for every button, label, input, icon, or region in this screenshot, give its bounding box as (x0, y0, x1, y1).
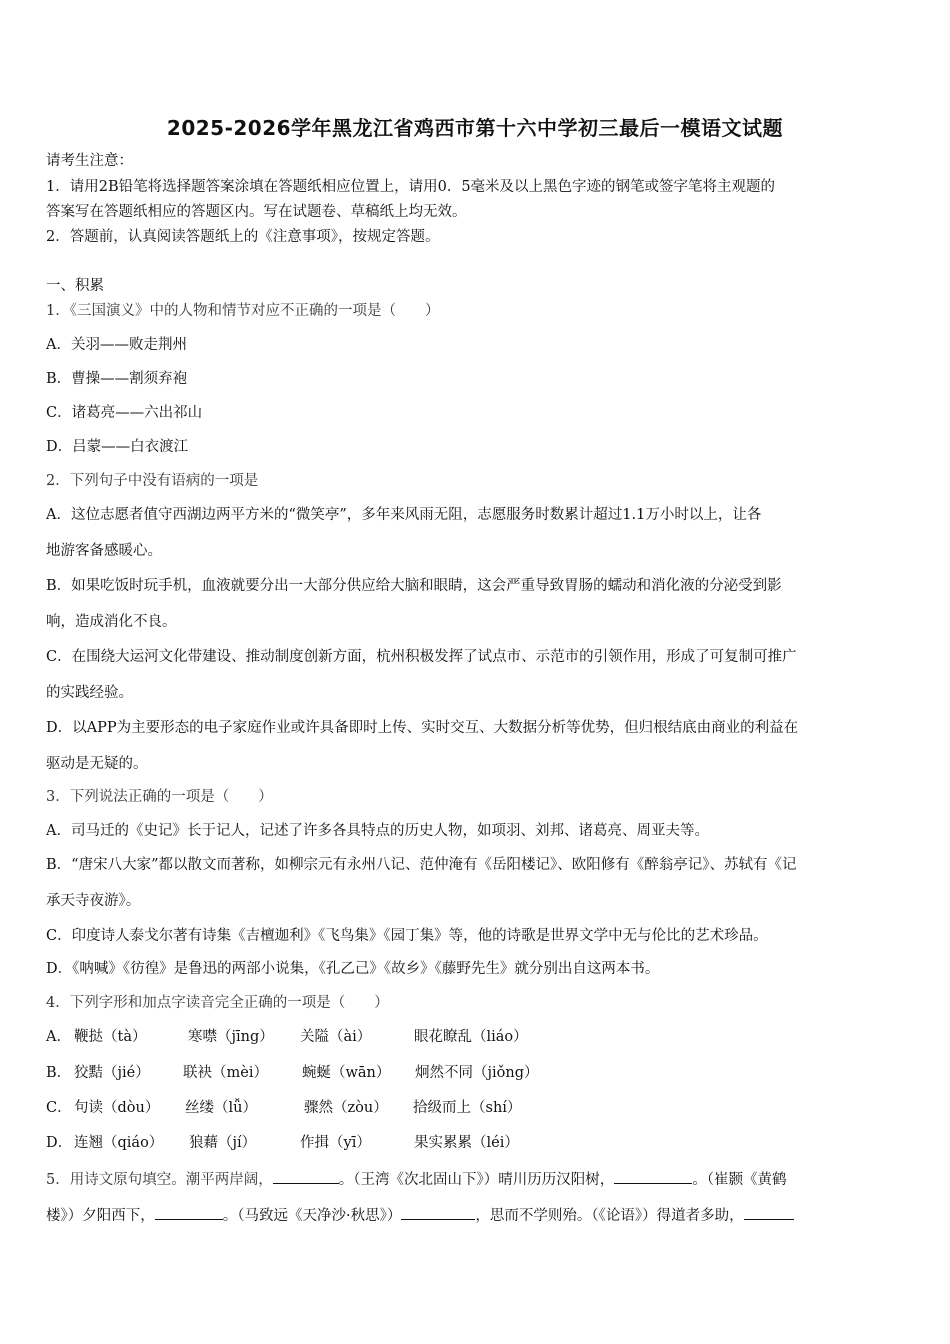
q4-option-letter: C． (46, 1100, 72, 1116)
q4-option-letter: A． (46, 1029, 71, 1045)
q3-option-d: D．《呐喊》《彷徨》是鲁迅的两部小说集，《孔乙己》《故乡》《藤野先生》就分别出自这两本书。 (46, 961, 660, 977)
q2-option-a-line1: A．这位志愿者值守西湖边两平方米的“微笑亭”，多年来风雨无阻，志愿服务时数累计超过1.1万小时以上，让各 (46, 507, 762, 523)
q1-option-d: D．吕蒙——白衣渡江 (46, 439, 189, 455)
answer-blank[interactable] (614, 1169, 692, 1184)
q4-word: 连翘（qiáo） (74, 1135, 164, 1151)
q4-word: 拾级而上（shí） (413, 1100, 522, 1116)
q4-word: 骤然（zòu） (304, 1100, 388, 1116)
q5-text: 。（马致远《天净沙·秋思》） (222, 1208, 402, 1224)
notice-heading: 请考生注意： (46, 153, 133, 169)
q4-word: 丝缕（lǚ） (185, 1100, 257, 1116)
q2-option-b-line1: B．如果吃饭时玩手机，血液就要分出一大部分供应给大脑和眼睛，这会严重导致胃肠的蠕动和消化液的分泌受到影 (46, 578, 782, 594)
q5-line2 (46, 1205, 908, 1226)
q3-option-b-line2: 承天寺夜游》。 (46, 893, 141, 909)
q4-word: 炯然不同（jiǒng） (415, 1065, 539, 1081)
page-title: 2025-2026学年黑龙江省鸡西市第十六中学初三最后一模语文试题 (166, 116, 784, 140)
q2-option-b-line2: 响，造成消化不良。 (46, 614, 177, 630)
q3-option-b-line1: B．“唐宋八大家”都以散文而著称，如柳宗元有永州八记、范仲淹有《岳阳楼记》、欧阳修有《醉翁亭记》、苏轼有《记 (46, 857, 797, 873)
q1-option-c: C．诸葛亮——六出祁山 (46, 405, 203, 421)
q5-line1 (46, 1169, 908, 1190)
q4-stem: 4．下列字形和加点字读音完全正确的一项是（ ） (46, 995, 389, 1011)
q3-stem: 3．下列说法正确的一项是（ ） (46, 789, 273, 805)
notice-line-1: 1．请用2B铅笔将选择题答案涂填在答题纸相应位置上，请用0．5毫米及以上黑色字迹的钢笔或签字笔将主观题的 (46, 179, 776, 195)
q4-word: 鞭挞（tà） (74, 1029, 147, 1045)
q4-option-letter: D． (46, 1135, 73, 1151)
answer-blank[interactable] (401, 1205, 475, 1220)
answer-blank[interactable] (155, 1205, 223, 1220)
q4-option-b (46, 1063, 908, 1083)
q4-word: 联袂（mèi） (183, 1065, 268, 1081)
q4-word: 狼藉（jí） (189, 1135, 257, 1151)
q2-option-c-line2: 的实践经验。 (46, 685, 133, 701)
q1-option-a: A．关羽——败走荆州 (46, 337, 187, 353)
q3-option-a: A．司马迁的《史记》长于记人，记述了许多各具特点的历史人物，如项羽、刘邦、诸葛亮、周亚夫等。 (46, 823, 709, 839)
q4-option-d (46, 1133, 908, 1153)
section-heading: 一、积累 (46, 278, 104, 294)
q5-text: 。（王湾《次北固山下》）晴川历历汉阳树， (338, 1172, 615, 1188)
q2-option-c-line1: C．在围绕大运河文化带建设、推动制度创新方面，杭州积极发挥了试点市、示范市的引领作用，形成了可复制可推广 (46, 649, 797, 665)
q2-stem: 2．下列句子中没有语病的一项是 (46, 473, 259, 489)
notice-line-2: 2．答题前，认真阅读答题纸上的《注意事项》，按规定答题。 (46, 229, 440, 245)
q2-option-d-line2: 驱动是无疑的。 (46, 756, 148, 772)
q5-text: 楼》）夕阳西下， (46, 1208, 155, 1224)
answer-blank[interactable] (744, 1205, 794, 1220)
q4-word: 果实累累（léi） (414, 1135, 519, 1151)
q5-text: 5．用诗文原句填空。潮平两岸阔， (46, 1172, 273, 1188)
q2-option-d-line1: D．以APP为主要形态的电子家庭作业或许具备即时上传、实时交互、大数据分析等优势，但归根结底由商业的利益在 (46, 720, 799, 736)
q1-option-b: B．曹操——割须弃袍 (46, 371, 188, 387)
q4-word: 蜿蜒（wān） (302, 1065, 391, 1081)
q5-text: 。（崔颢《黄鹤 (692, 1172, 787, 1188)
q4-option-c (46, 1098, 908, 1118)
q1-stem: 1．《三国演义》中的人物和情节对应不正确的一项是（ ） (46, 303, 440, 319)
q4-word: 关隘（ài） (300, 1029, 372, 1045)
q3-option-c: C．印度诗人泰戈尔著有诗集《吉檀迦利》《飞鸟集》《园丁集》等，他的诗歌是世界文学中无与伦比的艺术珍品。 (46, 928, 768, 944)
q4-word: 狡黠（jié） (74, 1065, 150, 1081)
q5-text: ，思而不学则殆。（《论语》）得道者多助， (475, 1208, 744, 1224)
q4-word: 眼花瞭乱（liáo） (414, 1029, 528, 1045)
q4-word: 寒噤（jīng） (188, 1029, 274, 1045)
q4-word: 句读（dòu） (74, 1100, 160, 1116)
q2-option-a-line2: 地游客备感暖心。 (46, 543, 162, 559)
q4-word: 作揖（yī） (300, 1135, 371, 1151)
answer-blank[interactable] (273, 1169, 339, 1184)
q4-option-a (46, 1027, 908, 1047)
notice-line-1b: 答案写在答题纸相应的答题区内。写在试题卷、草稿纸上均无效。 (46, 204, 467, 220)
q4-option-letter: B． (46, 1065, 72, 1081)
